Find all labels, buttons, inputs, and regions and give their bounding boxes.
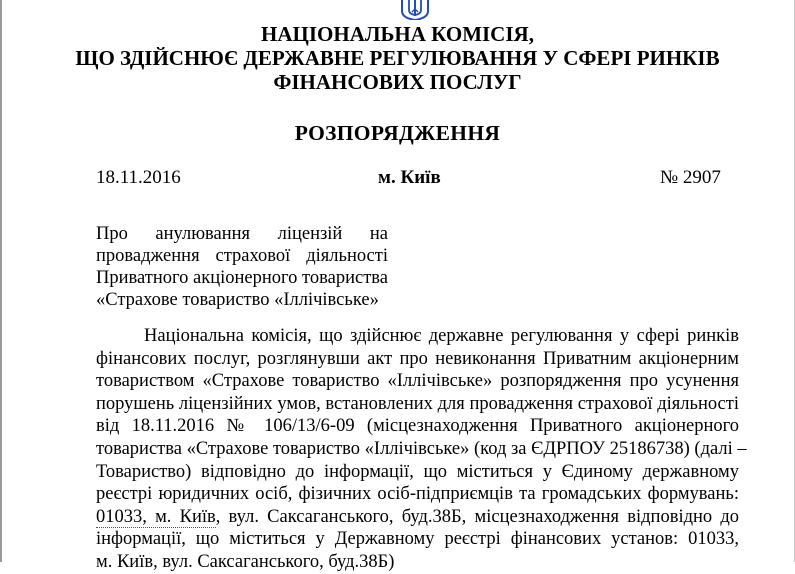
body-line: Національна комісія, що здійснює державне регулювання у сфері ринків <box>144 326 739 346</box>
header-line-2: ЩО ЗДІЙСНЮЄ ДЕРЖАВНЕ РЕГУЛЮВАННЯ У СФЕРІ РИНКІВ <box>75 46 720 70</box>
body-line: реєстрі юридичних осіб, фізичних осіб-підприємців та громадських формувань: <box>96 484 739 505</box>
subject-line: «Страхове товариство «Іллічівське» <box>96 290 379 310</box>
subject-block <box>96 223 388 311</box>
body-line: порушень ліцензійних умов, встановлених для провадження страхової діяльності <box>96 393 739 414</box>
body-line: товариства «Страхове товариство «Іллічівське» (код за ЄДРПОУ 25186738) (далі – <box>96 438 747 459</box>
document-city: м. Київ <box>378 167 441 188</box>
header-line-1: НАЦІОНАЛЬНА КОМІСІЯ, <box>261 22 534 46</box>
address-rest: , вул. Саксаганського, буд.38Б, місцезнаходження <box>215 506 620 527</box>
subject-line: Приватного акціонерного товариства <box>96 268 388 288</box>
body-line: фінансових послуг, розглянувши акт про невиконання Приватним акціонерним <box>96 348 739 369</box>
body-line: від 18.11.2016 № 106/13/6-09 (місцезнаходження Приватного акціонерного <box>96 416 739 437</box>
header-line-3: ФІНАНСОВИХ ПОСЛУГ <box>273 70 522 94</box>
body-line: Товариство) відповідно до інформації, що міститься у Єдиному державному <box>96 461 739 482</box>
document-date: 18.11.2016 <box>96 167 181 188</box>
body-line: товариством «Страхове товариство «Іллічівське» розпорядження про усунення <box>96 371 739 392</box>
trident-coat-of-arms-icon <box>400 0 430 20</box>
subject-line: Про анулювання ліцензій на <box>96 224 388 244</box>
body-line <box>96 506 739 529</box>
address-link: 01033, м. Київ <box>96 506 216 527</box>
body-line: м. Київ, вул. Саксаганського, буд.38Б) <box>96 551 395 572</box>
body-paragraph <box>96 325 747 574</box>
document-title: РОЗПОРЯДЖЕННЯ <box>294 121 501 145</box>
body-line-tail: відповідно до <box>627 506 740 527</box>
document-number: № 2907 <box>660 167 721 188</box>
subject-line: провадження страхової діяльності <box>96 246 388 266</box>
body-line: інформації, що міститься у Державному реєстрі фінансових установ: 01033, <box>96 529 739 550</box>
